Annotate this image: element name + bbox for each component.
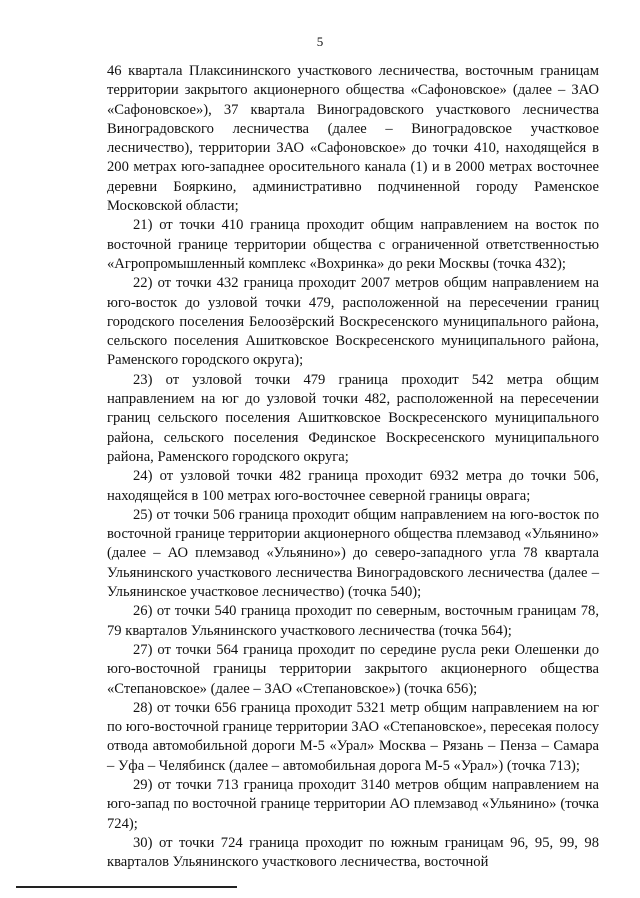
paragraph-item-23: 23) от узловой точки 479 граница проходит 542 метра общим направлением на юг до узловой точки 482, расположенной на пересечении границ сельского поселения Ашитковское Воскресенского муниципального района, сельского поселения Фединское Воскресенского муниципального района, Раменского городского округа; <box>107 371 599 465</box>
paragraph-continuation: 46 квартала Плаксининского участкового лесничества, восточным границам территории закрытого акционерного общества «Сафоновское» (далее – ЗАО «Сафоновское»), 37 квартала Виноградовского участкового лесничества Виноградовского лесничества (далее – Виноградовское участковое лесничество), территории ЗАО «Сафоновское» до точки 410, находящейся в 200 метрах юго-западнее оросительного канала (1) и в 2000 метрах восточнее деревни Бояркино, административно подчиненной городу Раменское Московской области; <box>107 63 599 215</box>
footer-divider <box>16 886 237 888</box>
page-number: 5 <box>316 34 324 49</box>
paragraph-item-27: 27) от точки 564 граница проходит по середине русла реки Олешенки до юго-восточной границы территории закрытого акционерного общества «Степановское» (далее – ЗАО «Степановское») (точка 656); <box>107 641 599 697</box>
paragraph-item-22: 22) от точки 432 граница проходит 2007 метров общим направлением на юго-восток до узловой точки 479, расположенной на пересечении границ городского поселения Белоозёрский Воскресенского муниципального района, сельского поселения Ашитковское Воскресенского муниципального района, Раменского городского округа); <box>107 275 599 369</box>
paragraph-item-30: 30) от точки 724 граница проходит по южным границам 96, 95, 99, 98 кварталов Ульянинского участкового лесничества, восточной <box>107 834 599 871</box>
paragraph-item-21: 21) от точки 410 граница проходит общим направлением на восток по восточной границе территории общества с ограниченной ответственностью «Агропромышленный комплекс «Вохринка» до реки Москвы (точка 432); <box>107 217 599 272</box>
paragraph-item-26: 26) от точки 540 граница проходит по северным, восточным границам 78, 79 кварталов Ульянинского участкового лесничества (точка 564); <box>107 603 599 639</box>
paragraph-item-25: 25) от точки 506 граница проходит общим направлением на юго-восток по восточной границе территории акционерного общества племзавод «Ульянино» (далее – АО племзавод «Ульянино») до северо-западного угла 78 квартала Ульянинского участкового лесничества Виноградовского лесничества (далее – Ульянинское участковое лесничество) (точка 540); <box>107 506 599 601</box>
document-body <box>107 62 599 872</box>
paragraph-item-24: 24) от узловой точки 482 граница проходит 6932 метра до точки 506, находящейся в 100 метрах юго-восточнее северной границы оврага; <box>107 468 599 504</box>
paragraph-item-28: 28) от точки 656 граница проходит 5321 метр общим направлением на юг по юго-восточной границе территории ЗАО «Степановское», пересекая полосу отвода автомобильной дороги М-5 «Урал» Москва – Рязань – Пенза – Самара – Уфа – Челябинск (далее – автомобильная дорога М-5 «Урал») (точка 713); <box>107 699 599 774</box>
paragraph-item-29: 29) от точки 713 граница проходит 3140 метров общим направлением на юго-запад по восточной границе территории АО племзавод «Ульянино» (точка 724); <box>107 776 599 832</box>
